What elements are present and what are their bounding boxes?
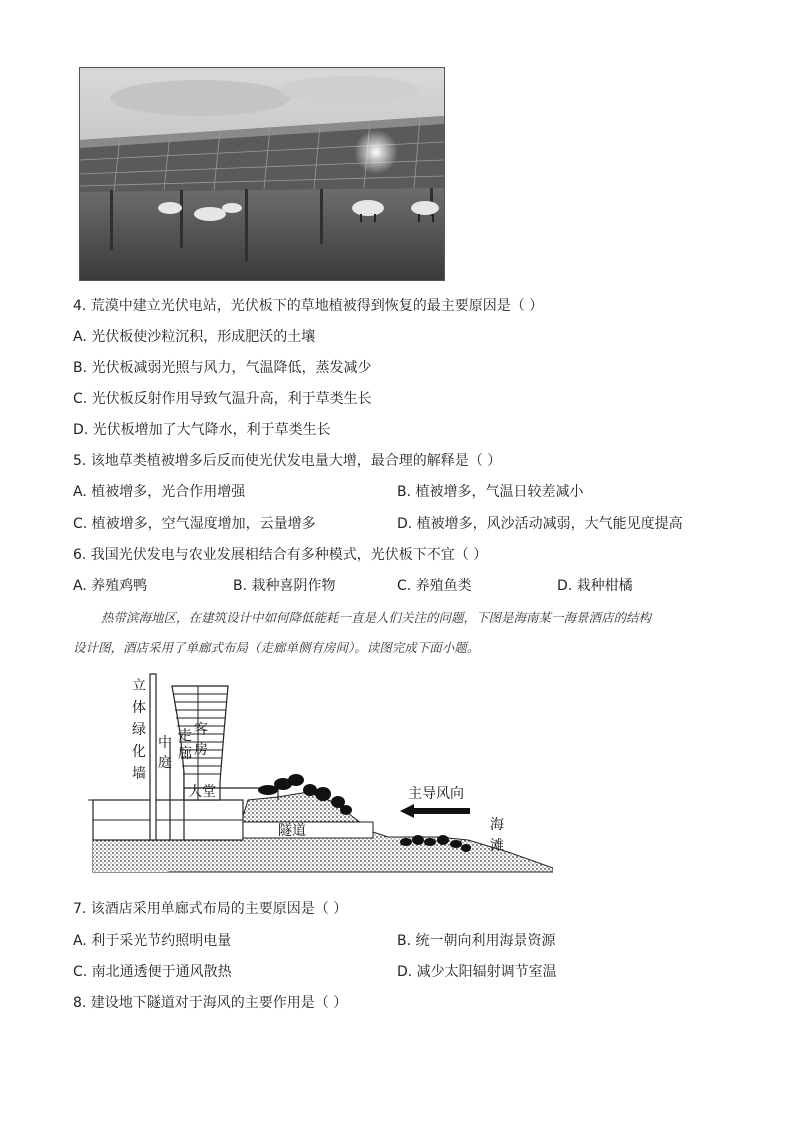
passage-line-2: 设计图，酒店采用了单廊式布局（走廊单侧有房间）。读图完成下面小题。	[73, 640, 480, 655]
wall-label-1: 立	[132, 678, 146, 694]
beach-label-2: 滩	[490, 838, 504, 854]
question-4-option-b: B. 光伏板减弱光照与风力，气温降低，蒸发减少	[73, 360, 372, 376]
question-7-option-d: D. 减少太阳辐射调节室温	[397, 964, 557, 980]
courtyard-label-1: 中	[158, 735, 172, 751]
question-4-stem: 4. 荒漠中建立光伏电站，光伏板下的草地植被得到恢复的最主要原因是（ ）	[73, 298, 544, 314]
question-5-option-a: A. 植被增多，光合作用增强	[73, 484, 246, 500]
question-7-option-c: C. 南北通透便于通风散热	[73, 964, 232, 980]
solar-farm-photo	[79, 67, 445, 281]
question-6-stem: 6. 我国光伏发电与农业发展相结合有多种模式，光伏板下不宜（ ）	[73, 547, 488, 563]
question-5-stem: 5. 该地草类植被增多后反而使光伏发电量大增，最合理的解释是（ ）	[73, 453, 502, 469]
wall-label-5: 墙	[132, 766, 146, 782]
question-4-option-c: C. 光伏板反射作用导致气温升高，利于草类生长	[73, 391, 372, 407]
question-7-stem: 7. 该酒店采用单廊式布局的主要原因是（ ）	[73, 901, 348, 917]
corridor-label-2: 廊	[178, 746, 192, 762]
question-7-option-a: A. 利于采光节约照明电量	[73, 933, 232, 949]
wind-direction-label: 主导风向	[408, 786, 464, 802]
question-6-option-a: A. 养殖鸡鸭	[73, 578, 148, 594]
question-4-option-a: A. 光伏板使沙粒沉积，形成肥沃的土壤	[73, 329, 316, 345]
passage-line-1: 热带滨海地区，在建筑设计中如何降低能耗一直是人们关注的问题，下图是海南某一海景酒店的结构	[101, 610, 652, 625]
corridor-label-1: 走	[178, 728, 192, 744]
courtyard-label-2: 庭	[158, 755, 172, 771]
question-6-option-d: D. 栽种柑橘	[557, 578, 633, 594]
solar-farm-icon	[80, 68, 444, 280]
hotel-structure-diagram	[88, 672, 553, 880]
question-7-option-b: B. 统一朝向利用海景资源	[397, 933, 556, 949]
room-label-1: 客	[194, 722, 208, 738]
question-5-option-d: D. 植被增多，风沙活动减弱，大气能见度提高	[397, 516, 683, 532]
wall-label-2: 体	[132, 700, 146, 716]
wall-label-4: 化	[132, 744, 146, 760]
question-5-option-b: B. 植被增多，气温日较差减小	[397, 484, 584, 500]
beach-label-1: 海	[490, 817, 504, 833]
room-label-2: 房	[194, 742, 208, 758]
tunnel-label: 隧道	[278, 823, 306, 839]
question-4-option-d: D. 光伏板增加了大气降水，利于草类生长	[73, 422, 331, 438]
question-6-option-b: B. 栽种喜阴作物	[233, 578, 336, 594]
question-8-stem: 8. 建设地下隧道对于海风的主要作用是（ ）	[73, 995, 348, 1011]
lobby-label: 大堂	[188, 784, 216, 800]
question-6-option-c: C. 养殖鱼类	[397, 578, 472, 594]
wall-label-3: 绿	[132, 722, 146, 738]
question-5-option-c: C. 植被增多，空气湿度增加，云量增多	[73, 516, 316, 532]
